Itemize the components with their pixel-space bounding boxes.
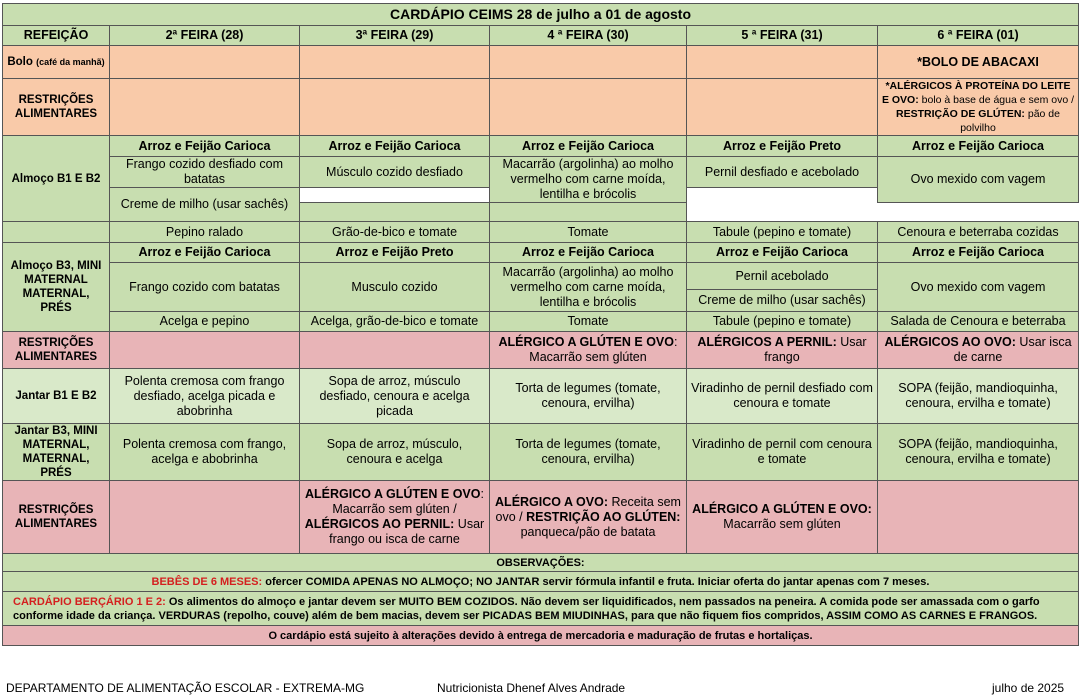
day-header: 4 ª FEIRA (30) <box>490 26 687 46</box>
lunch-main: Frango cozido com batatas <box>110 263 300 312</box>
observations-title: OBSERVAÇÕES: <box>3 554 1079 572</box>
dinner-item: Viradinho de pernil desfiado com cenoura e tomate <box>687 369 878 424</box>
lunch-spacer <box>300 203 490 222</box>
lunch-main: Frango cozido desfiado com batatas <box>110 157 300 188</box>
lunch-side: Tomate <box>490 222 687 243</box>
lunch-main: Musculo cozido <box>300 263 490 312</box>
lunch-base: Arroz e Feijão Carioca <box>490 243 687 263</box>
row-label: RESTRIÇÕES ALIMENTARES <box>3 332 110 369</box>
day-header: 3ª FEIRA (29) <box>300 26 490 46</box>
cell-empty <box>300 79 490 136</box>
lunch-side: Tabule (pepino e tomate) <box>687 312 878 332</box>
lunch-main: Macarrão (argolinha) ao molho vermelho com carne moída, lentilha e brócolis <box>490 263 687 312</box>
lunch2-base-row <box>3 243 1079 263</box>
lunch-main: Ovo mexido com vagem <box>878 157 1079 203</box>
dinner-item: Sopa de arroz, músculo desfiado, cenoura e acelga picada <box>300 369 490 424</box>
restriction-wednesday: ALÉRGICO A GLÚTEN E OVO: Macarrão sem glúten <box>490 332 687 369</box>
cell-empty <box>110 481 300 554</box>
lunch-main: Pernil desfiado e acebolado <box>687 157 878 188</box>
row-label: Jantar B3, MINI MATERNAL, MATERNAL, PRÉS <box>3 424 110 481</box>
row-label-cont <box>3 222 110 243</box>
cell-empty <box>687 46 878 79</box>
lunch-main: Macarrão (argolinha) ao molho vermelho com carne moída, lentilha e brócolis <box>490 157 687 203</box>
header-row <box>3 26 1079 46</box>
restriction-thursday: ALÉRGICO A GLÚTEN E OVO: Macarrão sem glúten <box>687 481 878 554</box>
row-label: RESTRIÇÕES ALIMENTARES <box>3 481 110 554</box>
lunch1-main-row <box>3 157 1079 185</box>
dinner-item: SOPA (feijão, mandioquinha, cenoura, ervilha e tomate) <box>878 369 1079 424</box>
restriction-row <box>3 332 1079 369</box>
restriction-row <box>3 481 1079 554</box>
dinner1-row <box>3 369 1079 424</box>
row-label <box>3 46 110 79</box>
lunch-base: Arroz e Feijão Preto <box>687 136 878 157</box>
lunch-side: Tomate <box>490 312 687 332</box>
lunch-side: Tabule (pepino e tomate) <box>687 222 878 243</box>
cell-empty <box>300 46 490 79</box>
lunch-side: Acelga e pepino <box>110 312 300 332</box>
lunch-main: Ovo mexido com vagem <box>878 263 1079 312</box>
lunch1-base-row <box>3 136 1079 157</box>
dinner-item: Sopa de arroz, músculo, cenoura e acelga <box>300 424 490 481</box>
dinner-item: Polenta cremosa com frango, acelga e abobrinha <box>110 424 300 481</box>
restriction-tuesday: ALÉRGICO A GLÚTEN E OVO: Macarrão sem glúten / ALÉRGICOS AO PERNIL: Usar frango ou isca de carne <box>300 481 490 554</box>
cell-empty <box>490 79 687 136</box>
restriction-friday: *ALÉRGICOS À PROTEÍNA DO LEITE E OVO: bolo à base de água e sem ovo / RESTRIÇÃO DE GLÚTEN: pão de polvilho <box>878 79 1079 136</box>
dinner-item: Torta de legumes (tomate, cenoura, ervilha) <box>490 369 687 424</box>
footer <box>0 681 1081 697</box>
bolo-label: Bolo <box>7 56 33 68</box>
lunch-base: Arroz e Feijão Carioca <box>878 136 1079 157</box>
footer-nutritionist: Nutricionista Dhenef Alves Andrade <box>437 681 626 695</box>
cell-empty <box>110 79 300 136</box>
restriction-wednesday: ALÉRGICO A OVO: Receita sem ovo / RESTRIÇÃO AO GLÚTEN: panqueca/pão de batata <box>490 481 687 554</box>
bolo-row <box>3 46 1079 79</box>
row-label: RESTRIÇÕES ALIMENTARES <box>3 79 110 136</box>
lunch-main: Pernil acebolado <box>687 263 878 290</box>
observation-line: BEBÊS DE 6 MESES: ofercer COMIDA APENAS NO ALMOÇO; NO JANTAR servir fórmula infantil e fruta. Iniciar oferta do jantar apenas com 7 meses. <box>3 572 1079 592</box>
cell-empty <box>687 79 878 136</box>
lunch-extra: Creme de milho (usar sachês) <box>110 188 300 222</box>
bolo-sublabel: (café da manhã) <box>36 57 105 67</box>
day-header: 6 ª FEIRA (01) <box>878 26 1079 46</box>
dinner2-row <box>3 424 1079 481</box>
lunch-side: Salada de Cenoura e beterraba <box>878 312 1079 332</box>
footer-department: DEPARTAMENTO DE ALIMENTAÇÃO ESCOLAR - EXTREMA-MG <box>6 681 365 695</box>
menu-title: CARDÁPIO CEIMS 28 de julho a 01 de agosto <box>3 4 1079 26</box>
lunch-base: Arroz e Feijão Carioca <box>110 243 300 263</box>
day-header: 2ª FEIRA (28) <box>110 26 300 46</box>
row-label: Jantar B1 E B2 <box>3 369 110 424</box>
lunch-side: Cenoura e beterraba cozidas <box>878 222 1079 243</box>
lunch-base: Arroz e Feijão Carioca <box>110 136 300 157</box>
lunch-spacer <box>490 203 687 222</box>
meal-header: REFEIÇÃO <box>3 26 110 46</box>
lunch-base: Arroz e Feijão Carioca <box>687 243 878 263</box>
bolo-friday: *BOLO DE ABACAXI <box>878 46 1079 79</box>
lunch-extra: Creme de milho (usar sachês) <box>687 290 878 312</box>
lunch-base: Arroz e Feijão Carioca <box>878 243 1079 263</box>
cell-empty <box>110 332 300 369</box>
lunch2-main-row <box>3 263 1079 290</box>
dinner-item: SOPA (feijão, mandioquinha, cenoura, ervilha e tomate) <box>878 424 1079 481</box>
lunch-base: Arroz e Feijão Carioca <box>490 136 687 157</box>
cell-empty <box>300 332 490 369</box>
footer-date: julho de 2025 <box>992 681 1065 695</box>
dinner-item: Polenta cremosa com frango desfiado, acelga picada e abobrinha <box>110 369 300 424</box>
dinner-item: Torta de legumes (tomate, cenoura, ervilha) <box>490 424 687 481</box>
lunch-base: Arroz e Feijão Preto <box>300 243 490 263</box>
restriction-friday: ALÉRGICOS AO OVO: Usar isca de carne <box>878 332 1079 369</box>
menu-table <box>2 3 1079 646</box>
cell-empty <box>878 481 1079 554</box>
day-header: 5 ª FEIRA (31) <box>687 26 878 46</box>
lunch-side: Grão-de-bico e tomate <box>300 222 490 243</box>
restriction-thursday: ALÉRGICOS A PERNIL: Usar frango <box>687 332 878 369</box>
lunch-side: Pepino ralado <box>110 222 300 243</box>
cell-empty <box>110 46 300 79</box>
lunch-main: Músculo cozido desfiado <box>300 157 490 188</box>
observation-line: CARDÁPIO BERÇÁRIO 1 E 2: Os alimentos do almoço e jantar devem ser MUITO BEM COZIDOS. Não devem ser liquidificados, nem passados na peneira. A comida pode ser amassada com o garfo conforme idade da criança. VERDURAS (repolho, couve) além de bem macias, devem ser PICADAS BEM MIUDINHAS, para que não fiquem fios compridos, ASSIM COMO AS CARNES E FRANGOS. <box>3 592 1079 626</box>
lunch1-side-row <box>3 222 1079 243</box>
cell-empty <box>490 46 687 79</box>
lunch2-side-row <box>3 312 1079 332</box>
row-label: Almoço B1 E B2 <box>3 136 110 222</box>
row-label: Almoço B3, MINI MATERNAL MATERNAL, PRÉS <box>3 243 110 332</box>
lunch-base: Arroz e Feijão Carioca <box>300 136 490 157</box>
dinner-item: Viradinho de pernil com cenoura e tomate <box>687 424 878 481</box>
observation-line: O cardápio está sujeito à alterações devido à entrega de mercadoria e maduração de frutas e hortaliças. <box>3 626 1079 646</box>
lunch-side: Acelga, grão-de-bico e tomate <box>300 312 490 332</box>
restriction-row <box>3 79 1079 136</box>
